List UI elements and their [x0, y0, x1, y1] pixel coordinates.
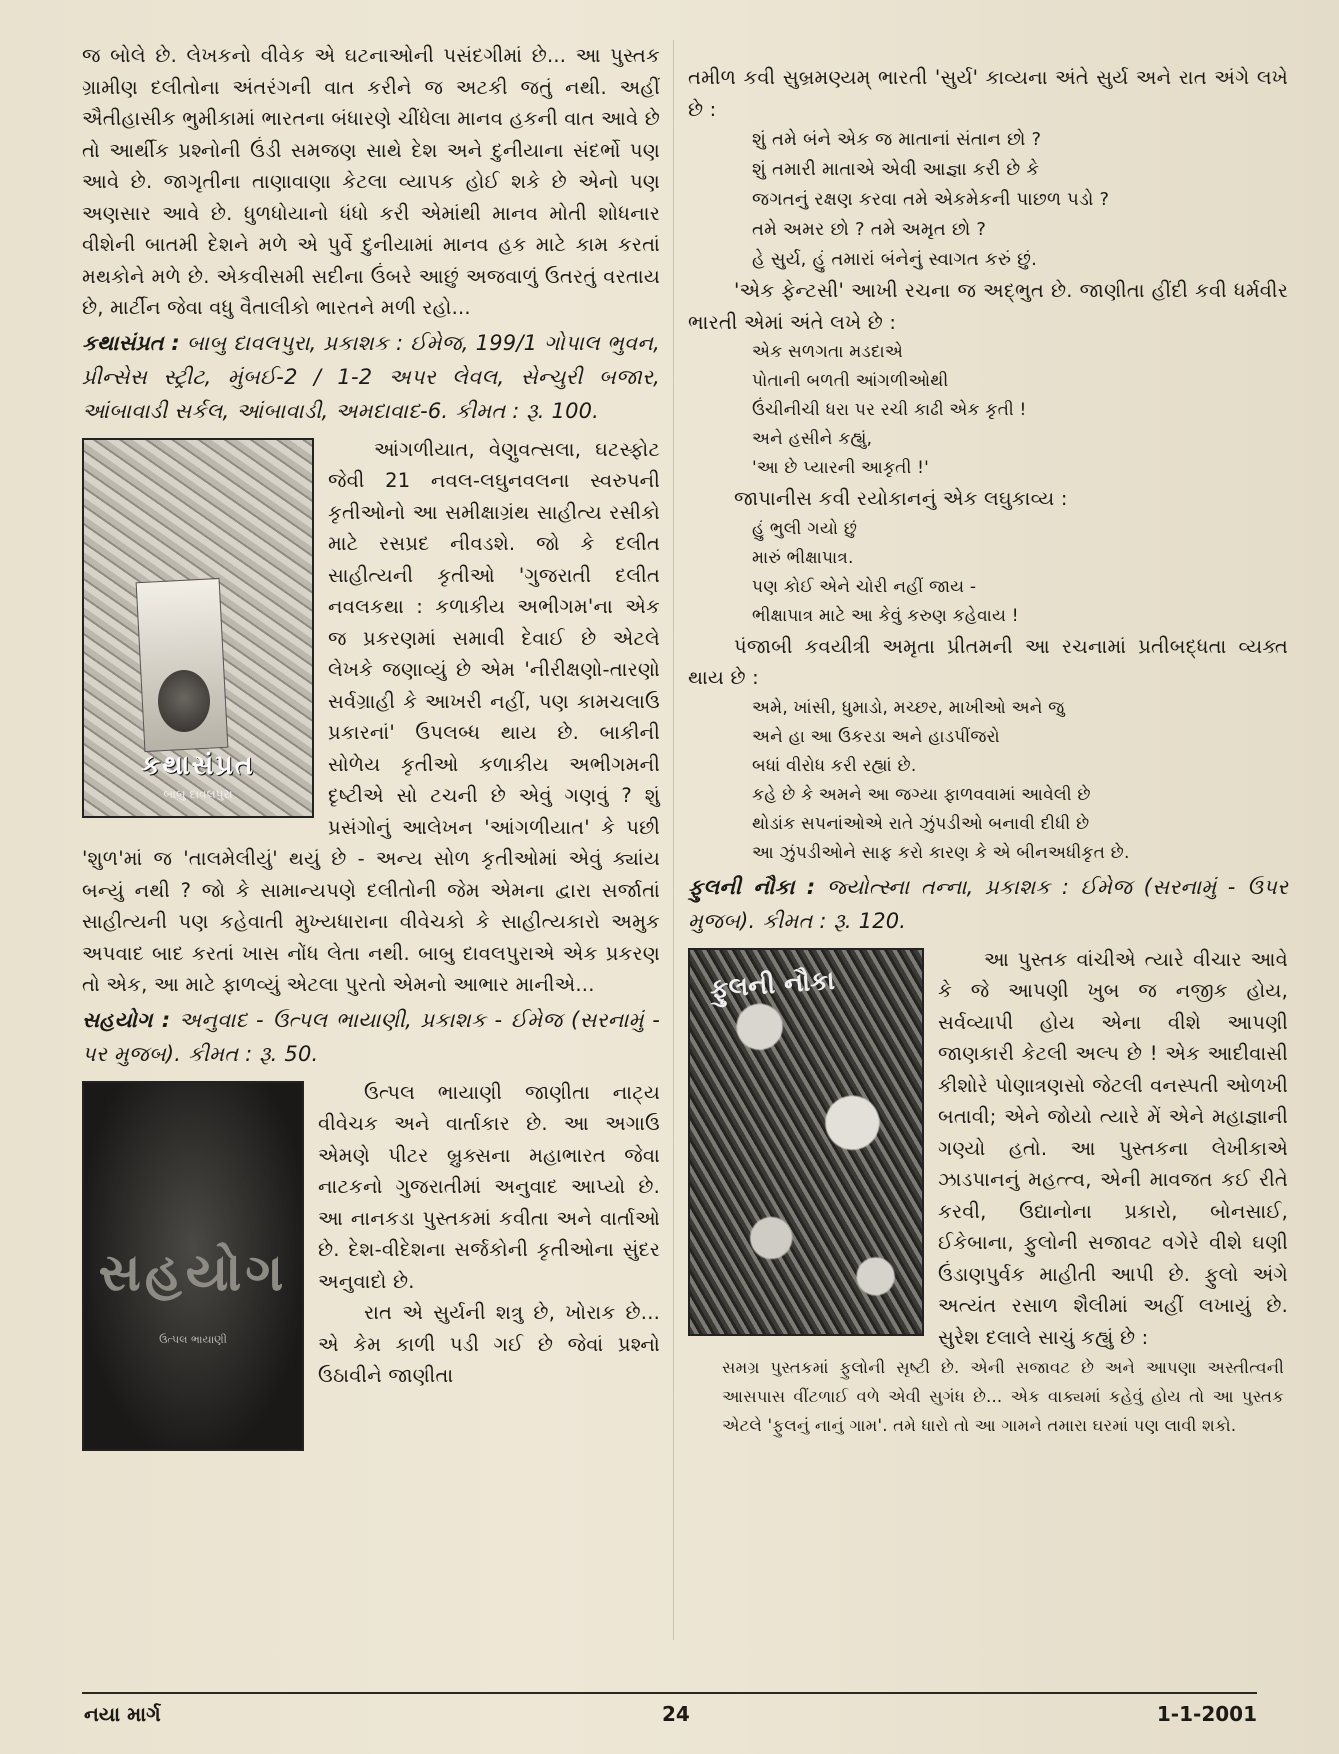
- book-title: કથાસંપ્રત :: [82, 330, 180, 355]
- book-info-fulni-nauka: [688, 870, 1288, 938]
- book-cover-kathasamprat: [82, 438, 314, 818]
- poem-line: મારું ભીક્ષાપાત્ર.: [752, 547, 854, 568]
- poem-line: એક સળગતા મડદાએ: [752, 342, 903, 362]
- poem-line: કહે છે કે અમને આ જગ્યા ફાળવવામાં આવેલી છે: [752, 784, 1091, 805]
- right-column: [688, 62, 1288, 1440]
- book-details: અનુવાદ - ઉત્પલ ભાયાણી, પ્રકાશક - ઈમેજ (સરનામું - પર મુજબ). કીમત : રૂ. 50.: [82, 1007, 660, 1066]
- paragraph-fantasy: 'એક ફેન્ટસી' આખી રચના જ અદ્ભુત છે. જાણીતા હીંદી કવી ધર્મવીર ભારતી એમાં અંતે લખે છે :: [688, 279, 1288, 334]
- cover-title: સહયોગ: [98, 1242, 288, 1303]
- poem-line: થોડાંક સપનાંઓએ રાતે ઝુંપડીઓ બનાવી દીધી છે: [752, 813, 1090, 834]
- book-title: સહયોગ :: [82, 1007, 171, 1032]
- issue-date: 1-1-2001: [1156, 1702, 1257, 1726]
- poem-dharmveer: [752, 338, 1288, 483]
- book-cover-sahayog: [82, 1081, 304, 1451]
- quote-suresh-dalal: સમગ્ર પુસ્તકમાં ફુલોની સૃષ્ટી છે. એની સજાવટ છે અને આપણા અસ્તીત્વની આસપાસ વીંટળાઈ વળે એવી સુગંધ છે... એક વાક્યમાં કહેવું હોય તો આ પુસ્તક એટલે 'ફુલનું નાનું ગામ'. તમે ધારો તો આ ગામને તમારા ઘરમાં પણ લાવી શકો.: [722, 1358, 1284, 1435]
- review-intro-paragraph: જ બોલે છે. લેખકનો વીવેક એ ઘટનાઓની પસંદગીમાં છે... આ પુસ્તક ગ્રામીણ દલીતોના અંતરંગની વાત કરીને જ અટકી જતું નથી. અહીં ઐતીહાસીક ભુમીકામાં ભારતના બંધારણે ચીંધેલા માનવ હકની વાત આવે છે તો આર્થીક પ્રશ્નોની ઉંડી સમજણ સાથે દેશ અને દુનીયાના સંદર્ભો પણ આવે છે. જાગૃતીના તાણાવાણા કેટલા વ્યાપક હોઈ શકે છે એનો પણ અણસાર આવે છે. ધુળધોયાનો ધંધો કરી એમાંથી માનવ મોતી શોધનાર વીશેની બાતમી દેશને મળે એ પુર્વે દુનીયામાં માનવ હક માટે કામ કરતાં મથકોને મળે છે. એકવીસમી સદીના ઉંબરે આછું અજવાળું ઉતરતું વરતાય છે, માર્ટીન જેવા વધુ વૈતાલીકો ભારતને મળી રહો...: [82, 44, 660, 319]
- cover-author: ઉત્પલ ભાયાણી: [159, 1332, 227, 1346]
- poem-surya: [752, 125, 1288, 275]
- poem-ryokan: [752, 515, 1288, 631]
- paragraph-amrita: પંજાબી કવયીત્રી અમૃતા પ્રીતમની આ રચનામાં પ્રતીબદ્ધતા વ્યક્ત થાય છે :: [688, 634, 1288, 689]
- poem-line: અમે, ખાંસી, ધુમાડો, મચ્છર, માખીઓ અને જુ: [752, 697, 1065, 718]
- review-body-kathasamprat: આંગળીયાત, વેણુવત્સલા, ઘટસ્ફોટ જેવી 21 નવલ-લઘુનવલના સ્વરુપની કૃતીઓનો આ સમીક્ષાગ્રંથ સાહીત્ય રસીકો માટે રસપ્રદ નીવડશે. જો કે દલીત સાહીત્યની કૃતીઓ 'ગુજરાતી દલીત નવલકથા : કળાકીય અભીગમ'ના એક જ પ્રકરણમાં સમાવી દેવાઈ છે એટલે લેખકે જણાવ્યું છે એમ 'નીરીક્ષણો-તારણો સર્વગ્રાહી કે આખરી નહીં, પણ કામચલાઉ પ્રકારનાં' ઉપલબ્ધ થાય છે. બાકીની સોળેય કૃતીઓ કળાકીય અભીગમની દૃષ્ટીએ સો ટચની છે એવું ગણવું ? શું પ્રસંગોનું આલેખન 'આંગળીયાત' કે પછી 'શુળ'માં જ 'તાલમેલીયું' થયું છે - અન્ય સોળ કૃતીઓમાં એવું ક્યાંય બન્યું નથી ? જો કે સામાન્યપણે દલીતોની જેમ એમના દ્વારા સર્જાતાં સાહીત્યની પણ કહેવાતી મુખ્યધારાના વીવેચકો કે સાહીત્યકારો અમુક અપવાદ બાદ કરતાં ખાસ નોંધ લેતા નથી. બાબુ દાવલપુરાએ એક પ્રકરણ તો એક, આ માટે ફાળવ્યું એટલા પુરતો એમનો આભાર માનીએ...: [82, 437, 660, 996]
- paragraph-ryokan: જાપાનીસ કવી રયોકાનનું એક લઘુકાવ્ય :: [734, 487, 1068, 510]
- poem-line: આ ઝુંપડીઓને સાફ કરો કારણ કે એ બીનઅધીકૃત છે.: [752, 842, 1130, 863]
- magazine-name: નયા માર્ગ: [84, 1702, 161, 1726]
- poem-amrita: [752, 694, 1288, 868]
- poem-line: પણ કોઈ એને ચોરી નહીં જાય -: [752, 576, 977, 597]
- cover-title: ફુલની નૌકા: [709, 965, 836, 1004]
- poem-line: બધાં વીરોધ કરી રહ્યાં છે.: [752, 755, 917, 776]
- poem-line: અને હસીને કહ્યું,: [752, 429, 873, 449]
- poem-line: તમે અમર છો ? તમે અમૃત છો ?: [752, 219, 987, 240]
- cover-title: કથાસંપ્રત: [141, 749, 255, 781]
- page-footer: [82, 1700, 1257, 1734]
- poem-line: શું તમે બંને એક જ માતાનાં સંતાન છો ?: [752, 129, 1042, 150]
- cover-portrait: [158, 670, 210, 732]
- poem-line: હું ભુલી ગયો છું: [752, 518, 858, 539]
- poem-line: ઉંચીનીચી ધરા પર રચી કાઢી એક કૃતી !: [752, 400, 1027, 420]
- review-body-fulni-nauka: આ પુસ્તક વાંચીએ ત્યારે વીચાર આવે કે જે આપણી ખુબ જ નજીક હોય, સર્વવ્યાપી હોય એના વીશે આપણી જાણકારી કેટલી અલ્પ છે ! એક આદીવાસી કીશોરે પોણાત્રણસો જેટલી વનસ્પતી ઓળખી બતાવી; એને જોયો ત્યારે મેં એને મહાજ્ઞાની ગણ્યો હતો. આ પુસ્તકના લેખીકાએ ઝાડપાનનું મહત્ત્વ, એની માવજત કઈ રીતે કરવી, ઉદ્યાનોના પ્રકારો, બોનસાઈ, ઈકેબાના, ફુલોની સજાવટ વગેરે વીશે ઘણી ઉંડાણપુર્વક માહીતી આપી છે. ફુલો અંગે અત્યંત રસાળ શૈલીમાં અહીં લખાયું છે. સુરેશ દલાલે સાચું કહ્યું છે :: [938, 947, 1288, 1349]
- paragraph-bharati: તમીળ કવી સુબ્રમણ્યમ્ ભારતી 'સુર્ય' કાવ્યના અંતે સુર્ય અને રાત અંગે લખે છે :: [688, 66, 1288, 121]
- book-title: ફુલની નૌકા :: [688, 874, 816, 899]
- poem-line: અને હા આ ઉકરડા અને હાડપીંજરો: [752, 726, 1000, 747]
- poem-line: જગતનું રક્ષણ કરવા તમે એકમેકની પાછળ પડો ?: [752, 189, 1110, 210]
- book-details: બાબુ દાવલપુરા, પ્રકાશક : ઈમેજ, 199/1 ગોપાલ ભુવન, પ્રીન્સેસ સ્ટ્રીટ, મુંબઈ-2 / 1-2 અપર લેવલ, સેન્ચુરી બજાર, આંબાવાડી સર્કલ, આંબાવાડી, અમદાવાદ-6. કીમત : રૂ. 100.: [82, 330, 660, 423]
- poem-line: 'આ છે પ્યારની આકૃતી !': [752, 458, 929, 478]
- book-cover-fulni-nauka: [688, 948, 924, 1336]
- review-body-sahayog: ઉત્પલ ભાયાણી જાણીતા નાટ્ય વીવેચક અને વાર્તાકાર છે. આ અગાઉ એમણે પીટર બ્રુક્સના મહાભારત જેવા નાટકનો ગુજરાતીમાં અનુવાદ આપ્યો છે. આ નાનકડા પુસ્તકમાં કવીતા અને વાર્તાઓ છે. દેશ-વીદેશના સર્જકોની કૃતીઓના સુંદર અનુવાદો છે.: [318, 1080, 660, 1293]
- book-details: જ્યોત્સ્ના તન્ના, પ્રકાશક : ઈમેજ (સરનામું - ઉપર મુજબ). કીમત : રૂ. 120.: [688, 874, 1289, 933]
- poem-line: ભીક્ષાપાત્ર માટે આ કેવું કરુણ કહેવાય !: [752, 605, 1019, 626]
- left-column: [82, 40, 660, 1457]
- column-divider: [673, 40, 674, 1640]
- poem-line: હે સુર્ય, હું તમારાં બંનેનું સ્વાગત કરું છું.: [752, 249, 1038, 270]
- review-body-sahayog-cont: રાત એ સુર્યની શત્રુ છે, ખોરાક છે... એ કેમ કાળી પડી ગઈ છે જેવાં પ્રશ્નો ઉઠાવીને જાણીતા: [318, 1301, 660, 1387]
- poem-line: શું તમારી માતાએ એવી આજ્ઞા કરી છે કે: [752, 159, 1040, 180]
- poem-line: પોતાની બળતી આંગળીઓથી: [752, 371, 949, 391]
- footer-rule: [82, 1692, 1257, 1694]
- book-info-sahayog: [82, 1003, 660, 1071]
- cover-author: બાબુ દાવલપુરા: [163, 786, 233, 801]
- book-info-kathasamprat: [82, 326, 660, 428]
- page-number: 24: [662, 1702, 690, 1726]
